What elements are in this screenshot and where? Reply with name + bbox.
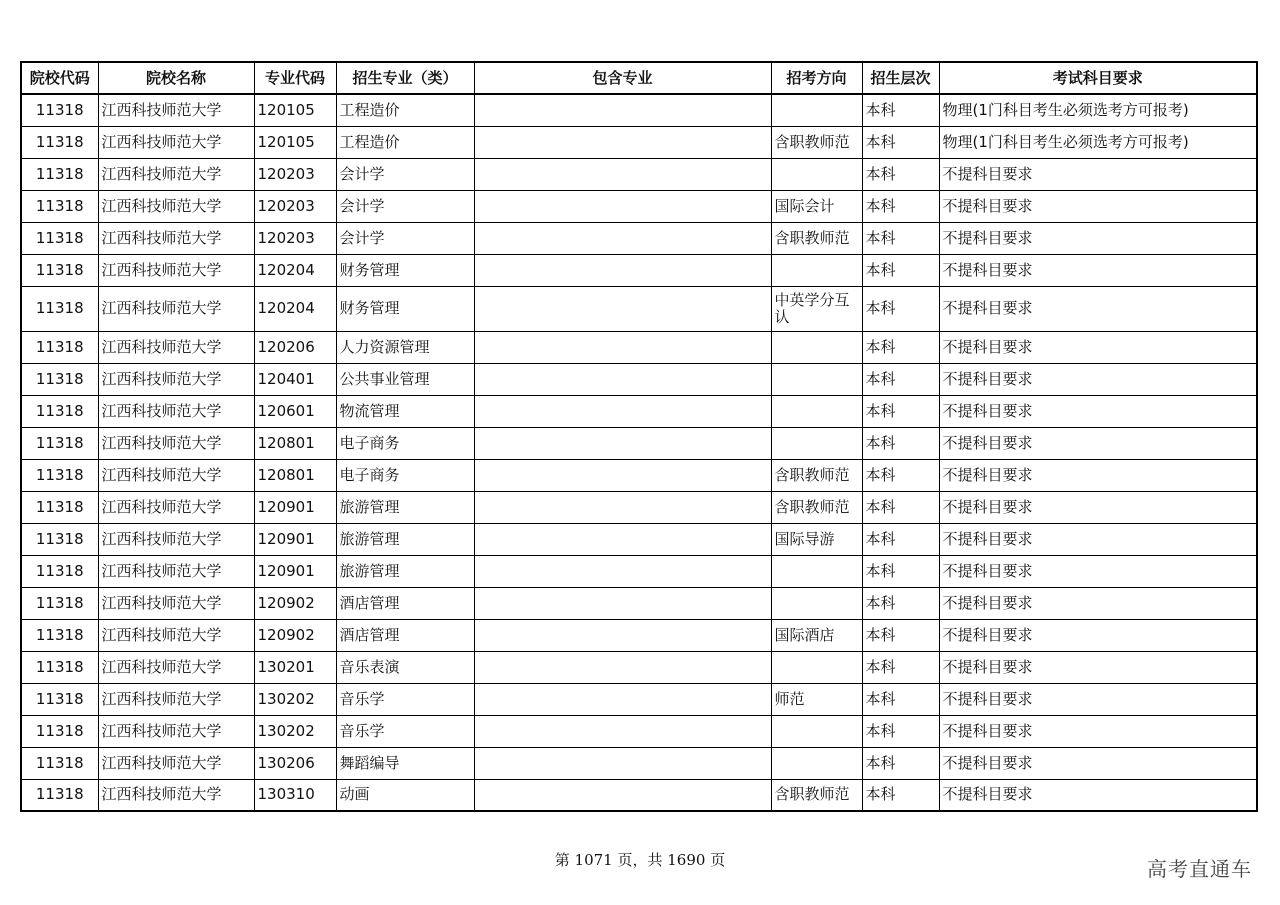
cell-school-code: 11318 [21,427,98,459]
cell-direction: 国际会计 [771,190,862,222]
cell-level: 本科 [862,94,939,126]
cell-major-code: 120901 [254,491,336,523]
cell-level: 本科 [862,683,939,715]
cell-major: 旅游管理 [336,491,474,523]
cell-major-code: 120105 [254,94,336,126]
cell-level: 本科 [862,619,939,651]
cell-school-code: 11318 [21,491,98,523]
cell-subject-requirement: 不提科目要求 [939,555,1257,587]
table-row [21,331,1257,363]
table-row [21,555,1257,587]
admissions-table [20,61,1258,812]
cell-major: 工程造价 [336,94,474,126]
cell-major: 音乐学 [336,683,474,715]
header-major: 招生专业（类） [336,62,474,94]
cell-subject-requirement: 不提科目要求 [939,651,1257,683]
cell-subject-requirement: 不提科目要求 [939,747,1257,779]
cell-subject-requirement: 不提科目要求 [939,158,1257,190]
cell-major-code: 130202 [254,715,336,747]
cell-major: 酒店管理 [336,619,474,651]
cell-direction: 中英学分互认 [771,286,862,331]
cell-major: 人力资源管理 [336,331,474,363]
cell-direction [771,363,862,395]
table-header [21,62,1257,94]
cell-school-name: 江西科技师范大学 [98,779,254,811]
cell-included-majors [474,222,771,254]
cell-subject-requirement: 不提科目要求 [939,683,1257,715]
cell-subject-requirement: 不提科目要求 [939,254,1257,286]
header-included-majors: 包含专业 [474,62,771,94]
cell-subject-requirement: 不提科目要求 [939,587,1257,619]
cell-subject-requirement: 不提科目要求 [939,715,1257,747]
cell-included-majors [474,523,771,555]
table-row [21,363,1257,395]
cell-school-name: 江西科技师范大学 [98,126,254,158]
cell-direction: 含职教师范 [771,459,862,491]
cell-school-code: 11318 [21,459,98,491]
cell-included-majors [474,126,771,158]
cell-school-code: 11318 [21,286,98,331]
cell-subject-requirement: 物理(1门科目考生必须选考方可报考) [939,94,1257,126]
cell-direction [771,331,862,363]
cell-major-code: 120105 [254,126,336,158]
cell-school-name: 江西科技师范大学 [98,190,254,222]
header-school-name: 院校名称 [98,62,254,94]
header-level: 招生层次 [862,62,939,94]
cell-subject-requirement: 不提科目要求 [939,190,1257,222]
cell-school-name: 江西科技师范大学 [98,94,254,126]
cell-school-code: 11318 [21,190,98,222]
cell-subject-requirement: 不提科目要求 [939,491,1257,523]
cell-school-code: 11318 [21,363,98,395]
cell-school-name: 江西科技师范大学 [98,523,254,555]
cell-included-majors [474,715,771,747]
cell-subject-requirement: 不提科目要求 [939,222,1257,254]
cell-school-code: 11318 [21,779,98,811]
cell-direction [771,555,862,587]
cell-major: 旅游管理 [336,555,474,587]
cell-major-code: 120206 [254,331,336,363]
cell-school-name: 江西科技师范大学 [98,286,254,331]
cell-level: 本科 [862,190,939,222]
cell-subject-requirement: 物理(1门科目考生必须选考方可报考) [939,126,1257,158]
cell-level: 本科 [862,491,939,523]
cell-school-code: 11318 [21,651,98,683]
cell-direction: 师范 [771,683,862,715]
table-row [21,126,1257,158]
cell-level: 本科 [862,651,939,683]
cell-major-code: 120902 [254,619,336,651]
cell-major: 会计学 [336,190,474,222]
cell-level: 本科 [862,126,939,158]
cell-major: 舞蹈编导 [336,747,474,779]
cell-included-majors [474,747,771,779]
cell-school-name: 江西科技师范大学 [98,459,254,491]
cell-level: 本科 [862,158,939,190]
cell-school-code: 11318 [21,747,98,779]
cell-school-name: 江西科技师范大学 [98,395,254,427]
cell-included-majors [474,683,771,715]
cell-major-code: 130310 [254,779,336,811]
cell-major: 电子商务 [336,459,474,491]
cell-major-code: 130201 [254,651,336,683]
cell-school-name: 江西科技师范大学 [98,747,254,779]
cell-school-name: 江西科技师范大学 [98,222,254,254]
header-subject-requirement: 考试科目要求 [939,62,1257,94]
cell-school-code: 11318 [21,331,98,363]
table-row [21,619,1257,651]
cell-school-code: 11318 [21,555,98,587]
cell-major: 音乐学 [336,715,474,747]
cell-level: 本科 [862,427,939,459]
cell-school-name: 江西科技师范大学 [98,491,254,523]
table-row [21,715,1257,747]
cell-school-code: 11318 [21,222,98,254]
cell-major-code: 120204 [254,286,336,331]
cell-major-code: 120601 [254,395,336,427]
cell-level: 本科 [862,555,939,587]
cell-direction [771,427,862,459]
cell-major-code: 120801 [254,427,336,459]
cell-major: 财务管理 [336,254,474,286]
cell-level: 本科 [862,747,939,779]
cell-direction: 国际导游 [771,523,862,555]
cell-included-majors [474,331,771,363]
cell-major-code: 130206 [254,747,336,779]
cell-school-name: 江西科技师范大学 [98,651,254,683]
table-row [21,683,1257,715]
cell-major: 酒店管理 [336,587,474,619]
cell-direction: 含职教师范 [771,779,862,811]
cell-included-majors [474,459,771,491]
cell-included-majors [474,158,771,190]
cell-school-code: 11318 [21,587,98,619]
cell-included-majors [474,190,771,222]
watermark: 高考直通车 [1147,857,1252,881]
cell-subject-requirement: 不提科目要求 [939,619,1257,651]
table-body [21,94,1257,811]
table-row [21,459,1257,491]
cell-included-majors [474,587,771,619]
cell-major: 工程造价 [336,126,474,158]
cell-subject-requirement: 不提科目要求 [939,395,1257,427]
cell-direction: 含职教师范 [771,491,862,523]
cell-direction [771,158,862,190]
table-row [21,94,1257,126]
cell-school-name: 江西科技师范大学 [98,254,254,286]
cell-direction: 含职教师范 [771,126,862,158]
header-school-code: 院校代码 [21,62,98,94]
cell-major: 物流管理 [336,395,474,427]
cell-direction [771,747,862,779]
cell-direction [771,587,862,619]
cell-major: 财务管理 [336,286,474,331]
cell-subject-requirement: 不提科目要求 [939,363,1257,395]
table-row [21,651,1257,683]
table-row [21,779,1257,811]
table-row [21,254,1257,286]
cell-included-majors [474,651,771,683]
cell-school-name: 江西科技师范大学 [98,715,254,747]
table-row [21,747,1257,779]
cell-level: 本科 [862,523,939,555]
cell-school-code: 11318 [21,523,98,555]
cell-direction [771,254,862,286]
cell-major-code: 120902 [254,587,336,619]
cell-school-name: 江西科技师范大学 [98,555,254,587]
cell-included-majors [474,619,771,651]
cell-school-name: 江西科技师范大学 [98,587,254,619]
cell-included-majors [474,395,771,427]
cell-school-name: 江西科技师范大学 [98,427,254,459]
table-row [21,491,1257,523]
cell-school-name: 江西科技师范大学 [98,158,254,190]
cell-major-code: 120901 [254,523,336,555]
cell-included-majors [474,779,771,811]
cell-school-name: 江西科技师范大学 [98,619,254,651]
cell-subject-requirement: 不提科目要求 [939,523,1257,555]
cell-direction: 含职教师范 [771,222,862,254]
cell-school-code: 11318 [21,94,98,126]
cell-direction [771,715,862,747]
cell-major-code: 130202 [254,683,336,715]
cell-included-majors [474,286,771,331]
cell-included-majors [474,555,771,587]
cell-included-majors [474,94,771,126]
header-major-code: 专业代码 [254,62,336,94]
cell-level: 本科 [862,254,939,286]
cell-major: 电子商务 [336,427,474,459]
cell-school-name: 江西科技师范大学 [98,363,254,395]
cell-major: 音乐表演 [336,651,474,683]
cell-major-code: 120801 [254,459,336,491]
cell-major-code: 120203 [254,190,336,222]
cell-direction [771,94,862,126]
cell-level: 本科 [862,395,939,427]
table-row [21,158,1257,190]
cell-school-code: 11318 [21,619,98,651]
table-row [21,222,1257,254]
header-direction: 招考方向 [771,62,862,94]
table-row [21,190,1257,222]
cell-school-code: 11318 [21,254,98,286]
cell-school-code: 11318 [21,158,98,190]
cell-school-code: 11318 [21,683,98,715]
cell-included-majors [474,427,771,459]
cell-direction [771,651,862,683]
cell-school-code: 11318 [21,395,98,427]
table-row [21,523,1257,555]
cell-major-code: 120203 [254,158,336,190]
cell-subject-requirement: 不提科目要求 [939,286,1257,331]
cell-subject-requirement: 不提科目要求 [939,459,1257,491]
cell-major-code: 120204 [254,254,336,286]
header-row [21,62,1257,94]
table-row [21,427,1257,459]
cell-level: 本科 [862,715,939,747]
cell-included-majors [474,254,771,286]
cell-major: 会计学 [336,158,474,190]
cell-level: 本科 [862,331,939,363]
table-row [21,395,1257,427]
cell-major: 动画 [336,779,474,811]
cell-major: 旅游管理 [336,523,474,555]
cell-level: 本科 [862,363,939,395]
cell-major: 会计学 [336,222,474,254]
cell-level: 本科 [862,286,939,331]
cell-level: 本科 [862,459,939,491]
cell-subject-requirement: 不提科目要求 [939,331,1257,363]
table-row [21,286,1257,331]
cell-school-name: 江西科技师范大学 [98,331,254,363]
cell-level: 本科 [862,587,939,619]
cell-school-code: 11318 [21,715,98,747]
table-row [21,587,1257,619]
cell-level: 本科 [862,779,939,811]
cell-direction [771,395,862,427]
cell-direction: 国际酒店 [771,619,862,651]
cell-school-name: 江西科技师范大学 [98,683,254,715]
page-number: 第 1071 页，共 1690 页 [554,851,726,869]
cell-subject-requirement: 不提科目要求 [939,427,1257,459]
cell-major-code: 120901 [254,555,336,587]
cell-school-code: 11318 [21,126,98,158]
cell-level: 本科 [862,222,939,254]
cell-major: 公共事业管理 [336,363,474,395]
cell-subject-requirement: 不提科目要求 [939,779,1257,811]
cell-included-majors [474,491,771,523]
cell-major-code: 120401 [254,363,336,395]
cell-major-code: 120203 [254,222,336,254]
cell-included-majors [474,363,771,395]
